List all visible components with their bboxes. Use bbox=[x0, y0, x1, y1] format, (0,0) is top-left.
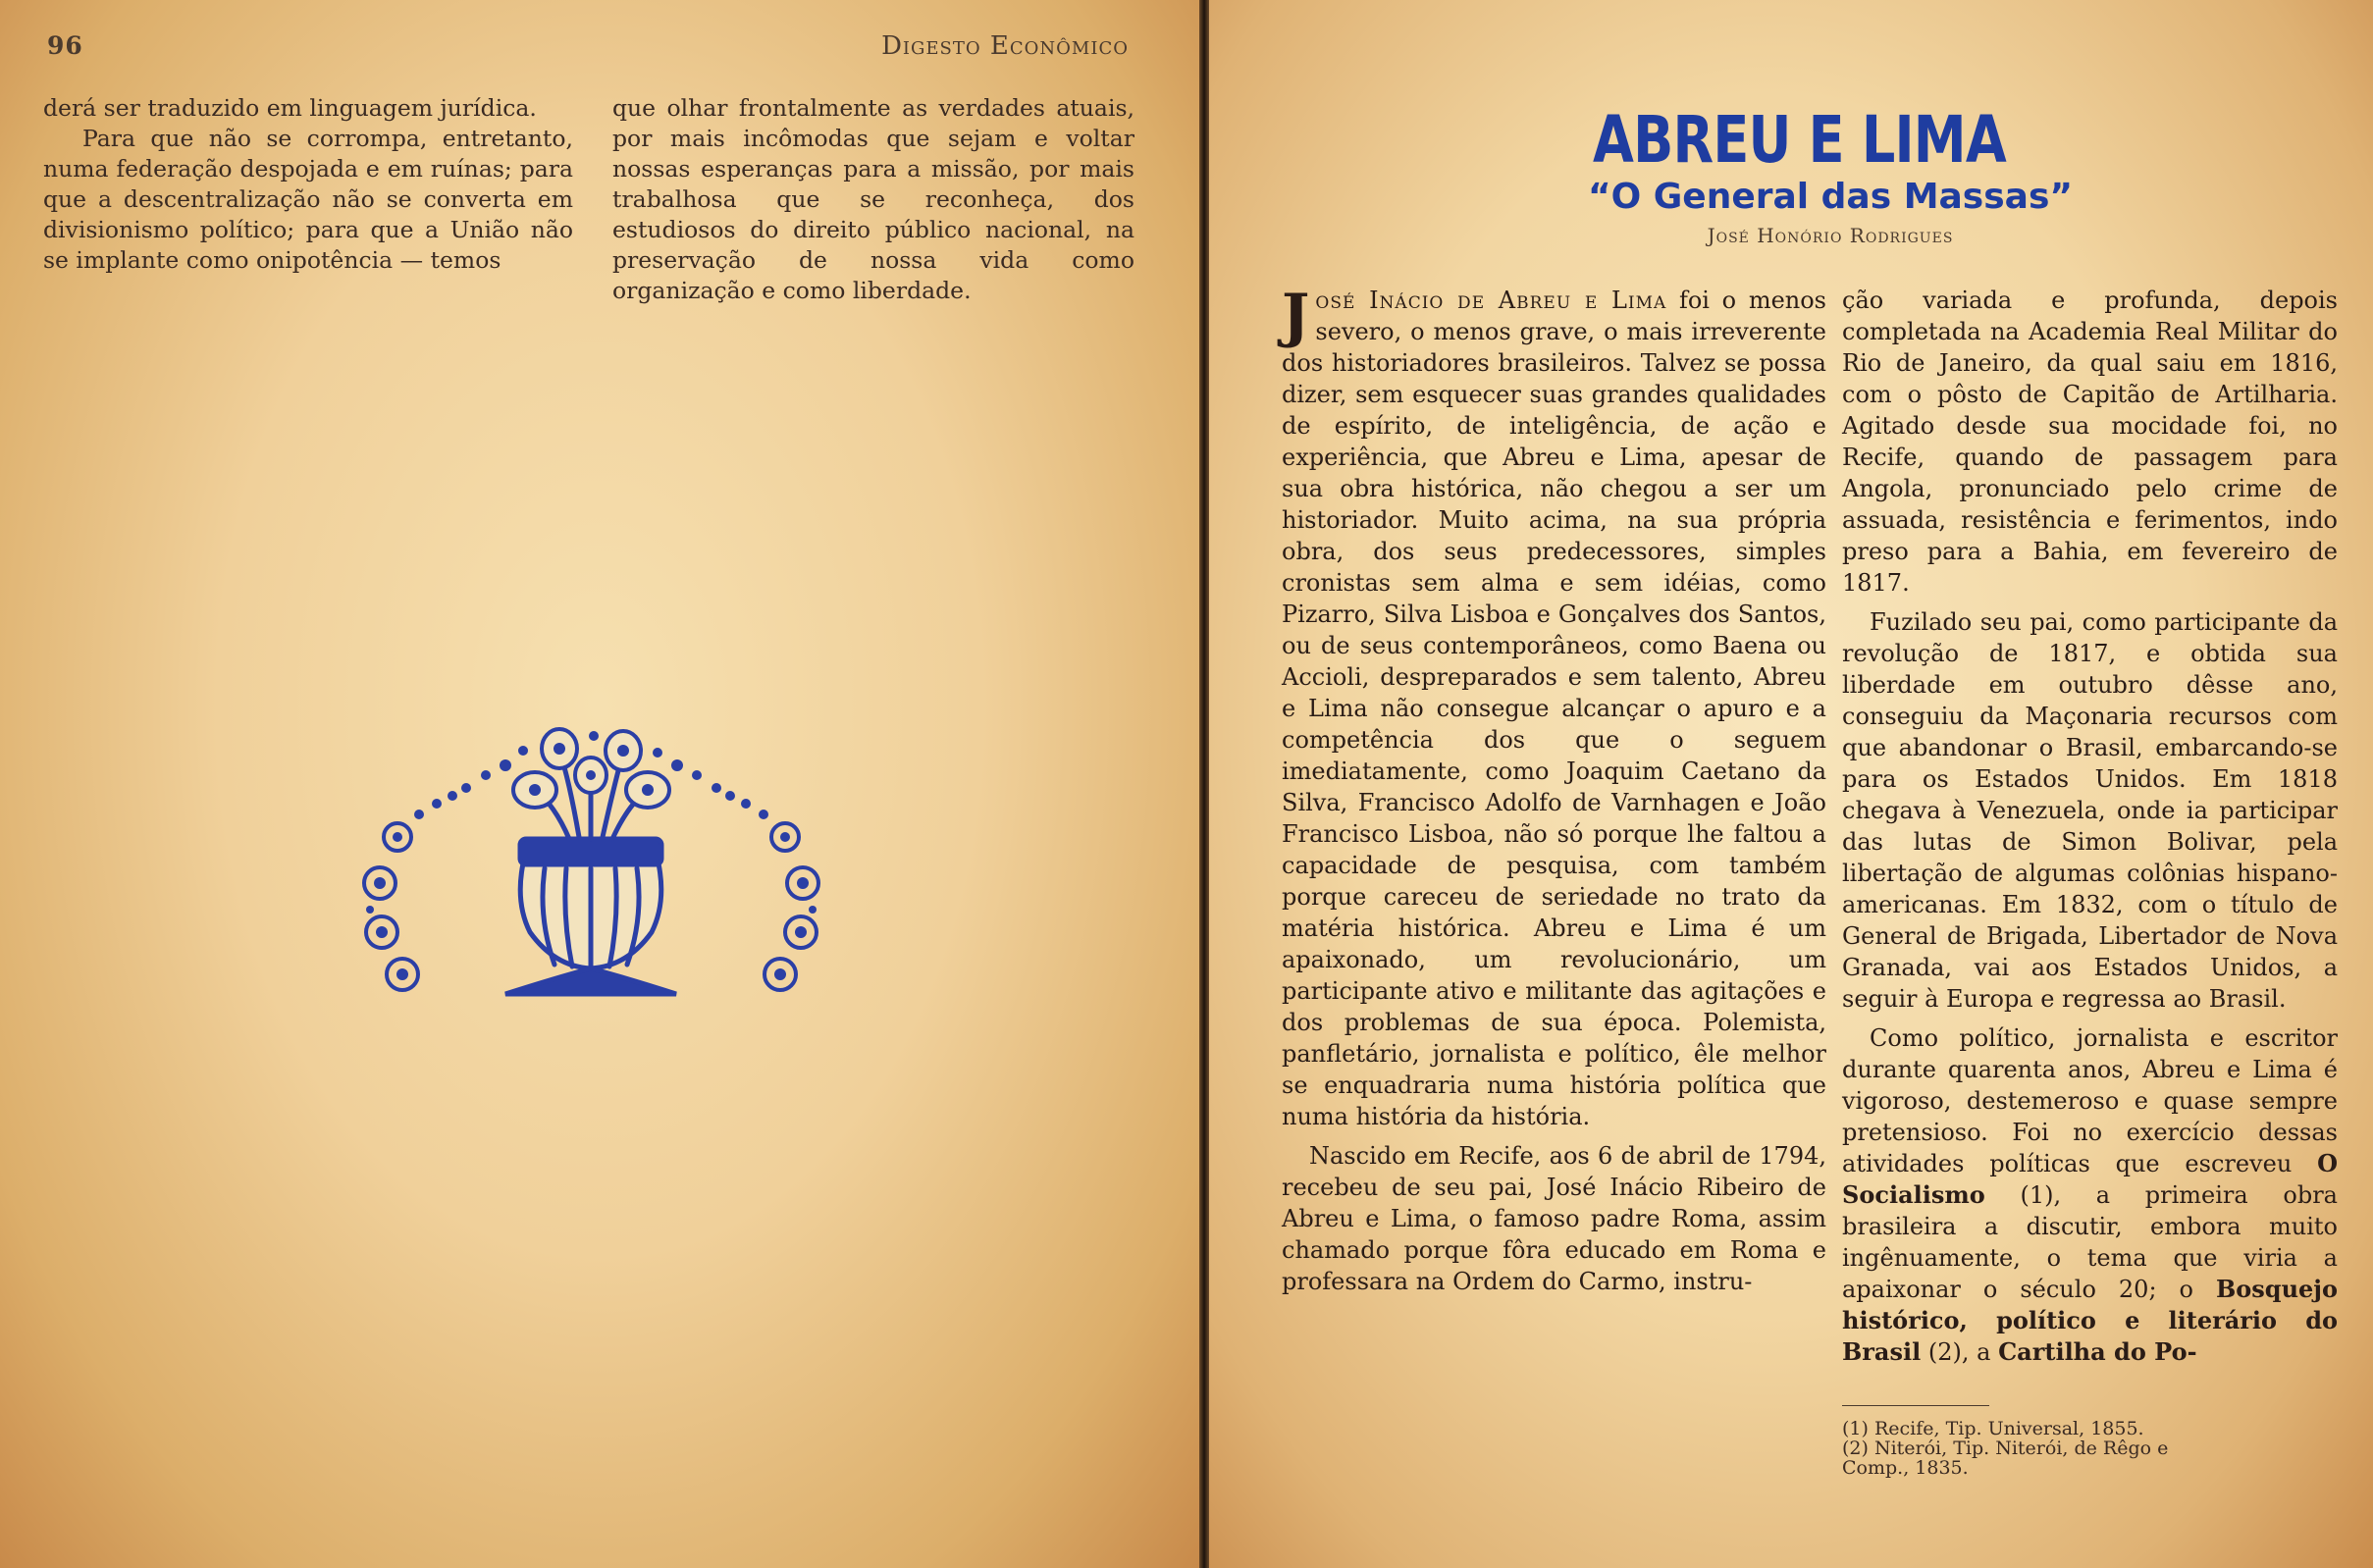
paragraph-text: (1), a primeira obra brasileira a discutir, embora muito ingênuamente, o tema que viria a apaixonar o século 20; o bbox=[1842, 1181, 2338, 1303]
right-column-1 bbox=[1282, 282, 1826, 1305]
right-page bbox=[1209, 0, 2373, 1568]
footnote: (1) Recife, Tip. Universal, 1855. bbox=[1842, 1418, 2144, 1439]
paragraph: que olhar frontalmente as verdades atuais, por mais incômodas que sejam e voltar nossas esperanças para a missão, por mais trabalhosa que se reconheça, dos estudiosos do direito público nacional, na preservação de nossa vida como organização e como liberdade. bbox=[612, 94, 1134, 304]
paragraph bbox=[1282, 282, 1826, 1132]
running-head-journal: Digesto Econômico bbox=[881, 31, 1129, 61]
paragraph: ção variada e profunda, depois completada na Academia Real Militar do Rio de Janeiro, da qual saiu em 1816, com o pôsto de Capitão de Artilharia. Agitado desde sua mocidade foi, no Recife, quando de passagem para Angola, pronunciado pelo crime de assuada, resistência e ferimentos, indo preso para a Bahia, em fevereiro de 1817. bbox=[1842, 287, 2338, 597]
flower-vase-ornament-icon bbox=[358, 721, 824, 1016]
book-gutter bbox=[1199, 0, 1209, 1568]
book-title: O Socialismo bbox=[1842, 1149, 2338, 1209]
paragraph-text: (2), a bbox=[1921, 1338, 1999, 1366]
drop-cap: J bbox=[1282, 282, 1310, 350]
left-column-2 bbox=[612, 93, 1134, 306]
lead-smallcaps: osé Inácio de Abreu e Lima bbox=[1315, 287, 1667, 314]
article-author: José Honório Rodrigues bbox=[1707, 224, 1954, 247]
paragraph: Fuzilado seu pai, como participante da revolução de 1817, e obtida sua liberdade em outubro dêsse ano, conseguiu da Maçonaria recursos com que abandonar o Brasil, embarcando-se para os Estados Unidos. Em 1818 chegava à Venezuela, onde ia participar das lutas de Simon Bolivar, pela libertação de algumas colônias hispano-americanas. Em 1832, com o título de General de Brigada, Libertador de Nova Granada, vai aos Estados Unidos, a seguir à Europa e regressa ao Brasil. bbox=[1842, 608, 2338, 1013]
paragraph: Nascido em Recife, aos 6 de abril de 1794, recebeu de seu pai, José Inácio Ribeiro de Abreu e Lima, o famoso padre Roma, assim chamado porque fôra educado em Roma e professara na Ordem do Carmo, instru- bbox=[1282, 1142, 1826, 1295]
footnote-rule bbox=[1842, 1405, 1989, 1406]
left-column-1 bbox=[43, 93, 573, 276]
paragraph-text: foi o menos severo, o menos grave, o mais irreverente dos historiadores brasileiros. Talvez se possa dizer, sem esquecer suas grandes qualidades de espírito, de inteligência, de ação e experiência, que Abreu e Lima, apesar de sua obra histórica, não chegou a ser um historiador. Muito acima, na sua própria obra, dos seus predecessores, simples cronistas sem alma e sem idéias, como Pizarro, Silva Lisboa e Gonçalves dos Santos, ou de seus contemporâneos, como Baena ou Accioli, despreparados e sem talento, Abreu e Lima não consegue alcançar o apuro e a competência dos que o seguem imediatamente, como Joaquim Caetano da Silva, Francisco Adolfo de Varnhagen e João Francisco Lisboa, não só porque lhe faltou a capacidade de pesquisa, com também porque careceu de seriedade no trato da matéria histórica. Abreu e Lima é um apaixonado, um revolucionário, um participante ativo e militante das agitações e dos problemas de sua época. Polemista, panfletário, jornalista e político, êle melhor se enquadraria numa história política que numa história da história. bbox=[1282, 287, 1826, 1130]
paragraph bbox=[1842, 1022, 2338, 1368]
footnote: (2) Niterói, Tip. Niterói, de Rêgo e bbox=[1842, 1437, 2169, 1459]
article-subtitle: “O General das Massas” bbox=[1587, 177, 2074, 217]
footnote: Comp., 1835. bbox=[1842, 1457, 1969, 1479]
paragraph: derá ser traduzido em linguagem jurídica. bbox=[43, 94, 537, 122]
book-title: Cartilha do Po- bbox=[1998, 1337, 2197, 1366]
right-column-2 bbox=[1842, 285, 2338, 1376]
footnotes bbox=[1842, 1419, 2333, 1478]
page-number: 96 bbox=[47, 31, 83, 60]
paragraph: Para que não se corrompa, entretanto, numa federação despojada e em ruínas; para que a descentralização não se converta em divisionismo político; para que a União não se implante como onipotência — temos bbox=[43, 125, 573, 274]
paragraph-text: Como político, jornalista e escritor durante quarenta anos, Abreu e Lima é vigoroso, destemeroso e quase sempre pretensioso. Foi no exercício dessas atividades políticas que escreveu bbox=[1842, 1024, 2338, 1177]
article-title: ABREU E LIMA bbox=[1593, 102, 2006, 178]
book-title: Bosquejo histórico, político e literário do Brasil bbox=[1842, 1275, 2338, 1366]
